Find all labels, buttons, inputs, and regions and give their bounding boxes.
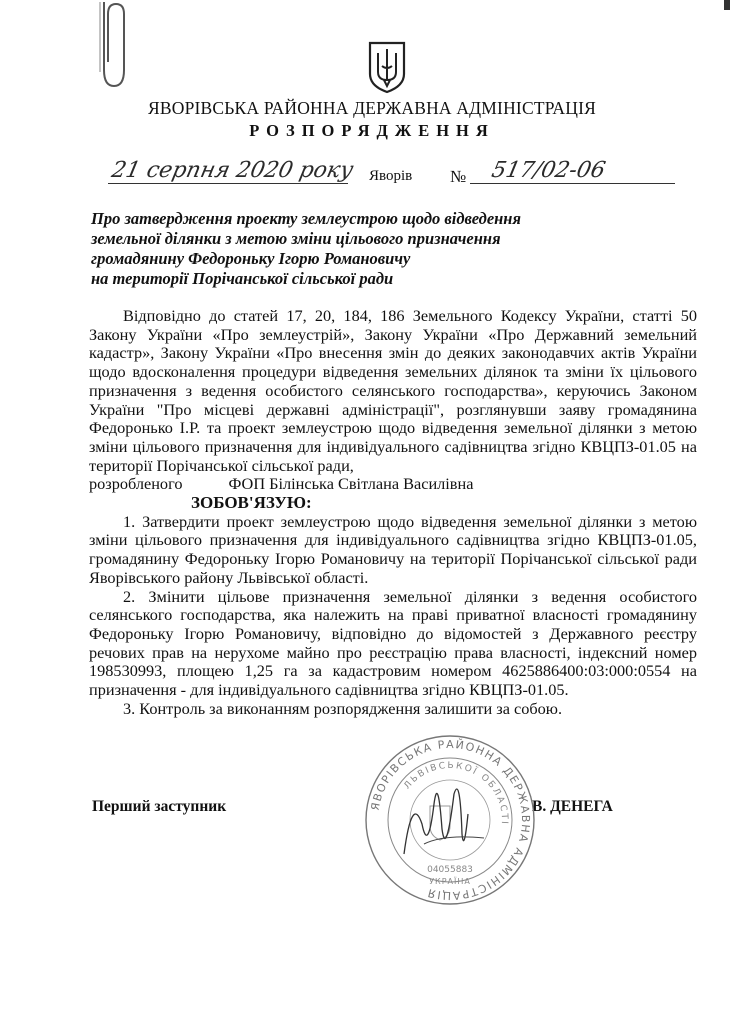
number-underline — [470, 183, 675, 184]
stamp-country: УКРАЇНА — [429, 877, 471, 886]
stamp-code: 04055883 — [427, 865, 473, 875]
preamble-paragraph: Відповідно до статей 17, 20, 184, 186 Земельного Кодексу України, статті 50 Закону України «Про землеустрій», Закону України «Про Державний земельний кадастр», Закону України «Про внесення змін до деяких законодавчих актів України щодо вдосконалення процедури відведення земельних ділянок та зміни їх цільового призначення з ведення особистого селянського господарства», керуючись Законом України "Про місцеві державні адміністрації", розглянувши заяву громадянина Федоронько І.Р. та проект землеустрою щодо відведення земельної ділянки з метою зміни цільового призначення для індивідуального садівництва згідно КВЦПЗ-01.05 на території Порічанської сільської ради, — [89, 306, 697, 475]
handwritten-date: 21 серпня 2020 року — [109, 158, 356, 183]
paperclip-icon — [82, 0, 130, 92]
coat-of-arms-icon — [367, 40, 407, 94]
developer-line — [89, 475, 697, 494]
title-line: громадянину Федороньку Ігорю Романовичу — [91, 249, 411, 268]
signature-name: В. ДЕНЕГА — [532, 798, 613, 815]
item-1: 1. Затвердити проект землеустрою щодо відведення земельної ділянки з метою зміни цільового призначення для індивідуального садівництва згідно КВЦПЗ-01.05, громадянину Федороньку Ігорю Романовичу на території Порічанської сільської ради Яворівського району Львівської області. — [89, 511, 697, 587]
number-label: № — [450, 167, 467, 186]
signature-position: Перший заступник — [92, 798, 227, 815]
developer-label: розробленого — [89, 474, 183, 494]
corner-mark — [724, 0, 730, 10]
document-body — [89, 307, 697, 718]
official-stamp — [364, 734, 536, 906]
developer-name: ФОП Білінська Світлана Василівна — [228, 474, 474, 494]
decree-heading: ЗОБОВ'ЯЗУЮ: — [191, 493, 312, 513]
organization-name: ЯВОРІВСЬКА РАЙОННА ДЕРЖАВНА АДМІНІСТРАЦІЯ — [148, 98, 596, 118]
item-3: 3. Контроль за виконанням розпорядження залишити за собою. — [123, 698, 563, 718]
document-type: РОЗПОРЯДЖЕННЯ — [249, 121, 495, 140]
stamp-inner-text: ЛЬВІВСЬКОЇ ОБЛАСТІ — [402, 760, 510, 827]
date-underline — [108, 183, 348, 184]
title-line: Про затвердження проекту землеустрою щодо відведення — [91, 209, 521, 228]
place: Яворів — [369, 168, 413, 184]
item-2: 2. Змінити цільове призначення земельної ділянки з ведення особистого селянського господарства, яка належить на праві приватної власності громадянину Федороньку Ігорю Романовичу, відповідно до відомостей з Державного реєстру речових прав на нерухоме майно про реєстрацію права власності, індексний номер 198530993, площею 1,25 га за кадастровим номером 4625886400:03:000:0554 на призначення - для індивідуального садівництва згідно КВЦПЗ-01.05. — [89, 586, 697, 700]
handwritten-number: 517/02-06 — [489, 158, 608, 183]
title-line: на території Порічанської сільської ради — [91, 269, 394, 288]
title-line: земельної ділянки з метою зміни цільового призначення — [91, 229, 501, 248]
stamp-outer-text: ЯВОРІВСЬКА РАЙОННА ДЕРЖАВНА АДМІНІСТРАЦІЯ — [368, 737, 533, 903]
document-title — [91, 209, 591, 289]
